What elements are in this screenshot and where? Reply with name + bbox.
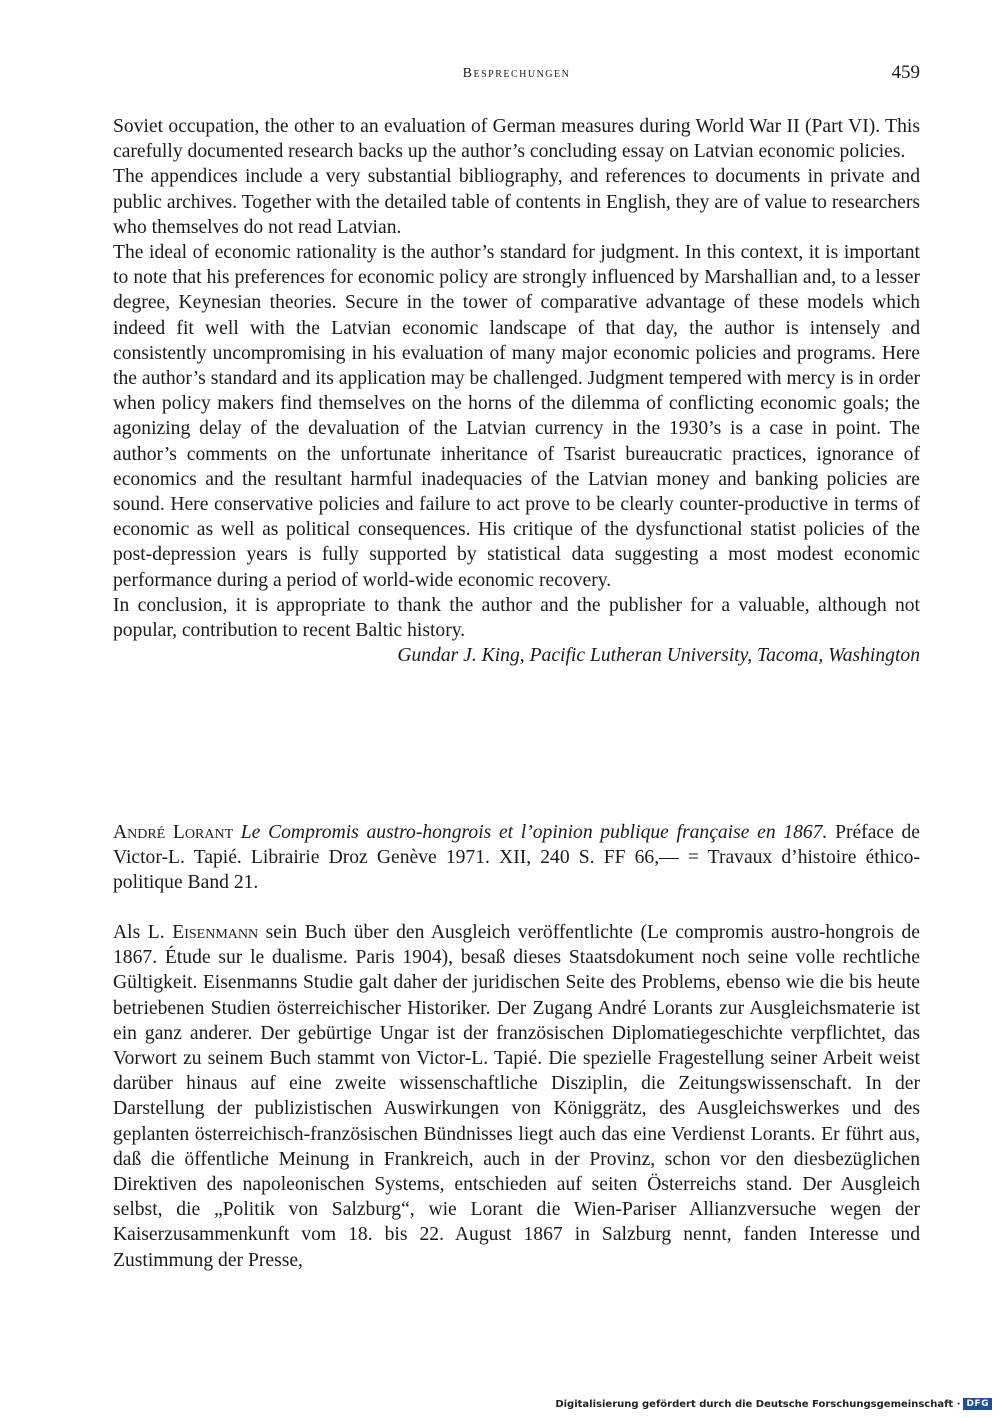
book-title: Le Compromis austro-hongrois et l’opinion publique française en 1867. [240, 822, 828, 843]
review-bibliographic-header [113, 820, 920, 896]
paragraph: The ideal of economic rationality is the author’s standard for judgment. In this context, it is important to note that his preferences for economic policy are strongly influenced by Marshallian and, to a lesser degree, Keynesian theories. Secure in the tower of comparative advantage of these models which indeed fit well with the Latvian economic landscape of that day, the author is intensely and consistently uncompromising in his evaluation of many major economic policies and programs. Here the author’s standard and its application may be challenged. Judgment tempered with mercy is in order when policy makers find themselves on the horns of the dilemma of conflicting economic goals; the agonizing delay of the devaluation of the Latvian currency in the 1930’s is a case in point. The author’s comments on the unfortunate inheritance of Tsarist bureaucratic practices, ignorance of economics and the resultant harmful inadequacies of the Latvian money and banking policies are sound. Here conservative policies and failure to act prove to be clearly counter-productive in terms of economic as well as political consequences. His critique of the dysfunctional statist policies of the post-depression years is fully supported by statistical data suggesting a most modest economic performance during a period of world-wide economic recovery. [113, 242, 920, 591]
paragraph: In conclusion, it is appropriate to thank the author and the publisher for a valuable, although not popular, contribution to recent Baltic history. [113, 594, 920, 642]
book-author: André Lorant [113, 822, 234, 843]
cited-author: Eisenmann [172, 922, 259, 943]
paragraph: The appendices include a very substantial bibliography, and references to documents in private and public archives. Together with the detailed table of contents in English, they are of value to researchers who themselves do not read Latvian. [113, 166, 920, 238]
reviewer-signature: Gundar J. King, Pacific Lutheran University, Tacoma, Washington [397, 645, 920, 667]
footer-text: Digitalisierung gefördert durch die Deutsche Forschungsgemeinschaft · [555, 1398, 961, 1410]
body-text: sein Buch über den Ausgleich veröffentlichte (Le compromis austro-hongrois de 1867. Étude sur le dualisme. Paris 1904), besaß dieses Staatsdokument noch seine volle rechtliche Gültigkeit. Eisenmanns Studie galt daher der juridischen Seite des Problems, ebenso wie die bis heute betriebenen Studien österreichischer Historiker. Der Zugang André Lorants zur Ausgleichsmaterie ist ein ganz anderer. Der gebürtige Ungar ist der französischen Diplomatiegeschichte verpflichtet, das Vorwort zu seinem Buch stammt von Victor-L. Tapié. Die spezielle Fragestellung seiner Arbeit weist darüber hinaus auf eine zweite wissenschaftliche Disziplin, die Zeitungswissenschaft. In der Darstellung der publizistischen Auswirkungen von Königgrätz, des Ausgleichswerkes und des geplanten österreichisch-französischen Bündnisses liegt auch das eine Verdienst Lorants. Er führt aus, daß die öffentliche Meinung in Frankreich, auch in der Provinz, schon vor den diesbezüglichen Direktiven des napoleonischen Systems, entschieden auf seiten Österreichs stand. Der Ausgleich selbst, die „Politik von Salzburg“, wie Lorant die Wien-Pariser Allianzversuche wegen der Kaiserzusammenkunft vom 18. bis 22. August 1867 in Salzburg nennt, fanden Interesse und Zustimmung der Presse, [113, 922, 920, 1271]
running-title: Besprechungen [462, 66, 571, 81]
paragraph: Soviet occupation, the other to an evaluation of German measures during World War II (Part VI). This carefully documented research backs up the author’s concluding essay on Latvian economic policies. [113, 116, 920, 163]
paragraph [113, 920, 920, 1273]
dfg-logo: DFG [963, 1398, 992, 1410]
running-head [113, 62, 920, 86]
review-continuation [113, 114, 920, 668]
digitization-footer [555, 1398, 992, 1410]
intro-text: Als L. [113, 922, 165, 943]
page-number: 459 [891, 62, 920, 83]
review-body [113, 920, 920, 1273]
citation [113, 820, 920, 896]
book-publication: Préface de Victor-L. Tapié. Librairie Droz Genève 1971. XII, 240 S. FF 66,— = Travaux d’histoire éthico-politique Band 21. [113, 822, 920, 894]
